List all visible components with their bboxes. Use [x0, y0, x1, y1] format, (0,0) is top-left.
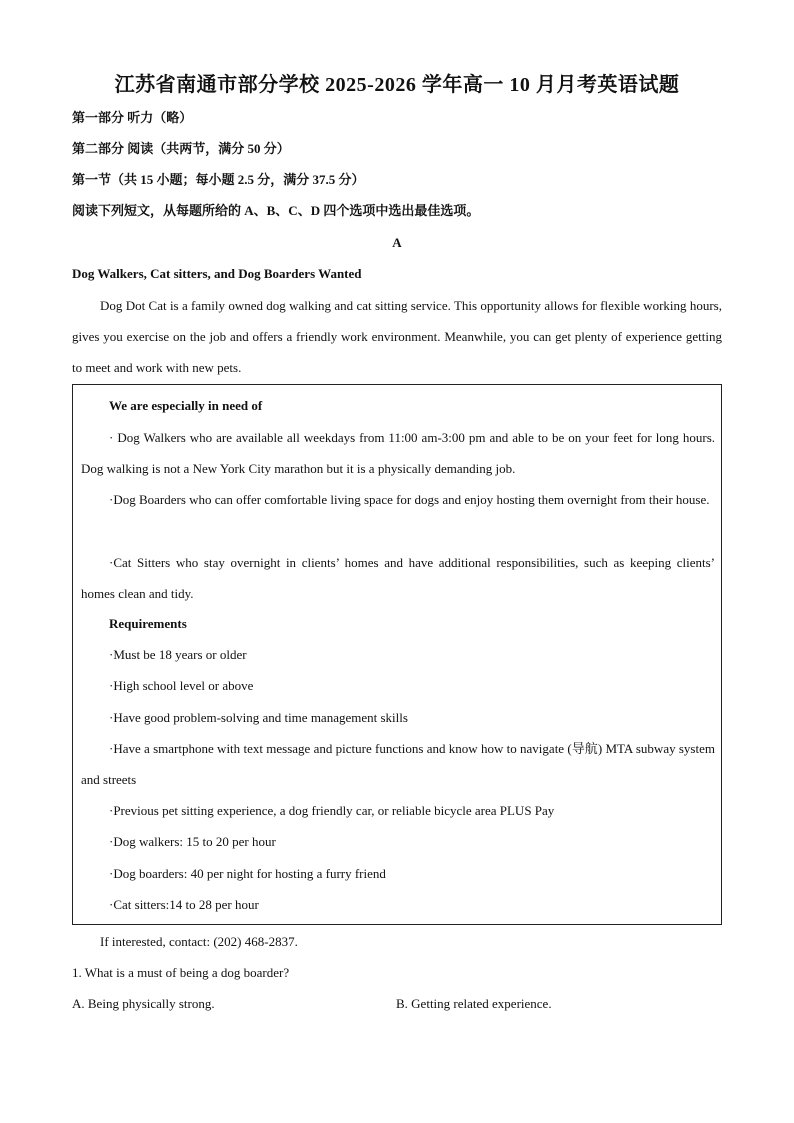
section1-heading: 第一节（共 15 小题；每小题 2.5 分，满分 37.5 分）	[72, 172, 365, 187]
contact-line: If interested, contact: (202) 468-2837.	[100, 934, 298, 949]
requirement-item: ·Have a smartphone with text message and picture functions and know how to navigate (导航) MTA subway system and streets	[81, 741, 715, 787]
need-item-dog-walkers: · Dog Walkers who are available all weekdays from 11:00 am-3:00 pm and able to be on your feet for long hours. Dog walking is not a New York City marathon but it is a physically demanding job.	[81, 430, 715, 476]
page-title: 江苏省南通市部分学校 2025-2026 学年高一 10 月月考英语试题	[114, 74, 680, 96]
requirement-item: ·Must be 18 years or older	[109, 647, 247, 662]
pay-dog-boarders: ·Dog boarders: 40 per night for hosting a furry friend	[109, 866, 386, 881]
intro-paragraph	[72, 290, 722, 383]
instruction: 阅读下列短文，从每题所给的 A、B、C、D 四个选项中选出最佳选项。	[72, 203, 480, 218]
requirements-heading: Requirements	[109, 616, 187, 631]
job-ad-box	[72, 384, 722, 925]
question-1: 1. What is a must of being a dog boarder?	[72, 965, 290, 980]
part1-heading: 第一部分 听力（略）	[72, 110, 193, 125]
passage-title: Dog Walkers, Cat sitters, and Dog Boarders Wanted	[72, 266, 362, 281]
part2-heading: 第二部分 阅读（共两节，满分 50 分）	[72, 141, 290, 156]
option-a: A. Being physically strong.	[72, 996, 215, 1011]
requirement-item: ·Previous pet sitting experience, a dog friendly car, or reliable bicycle area PLUS Pay	[109, 803, 555, 818]
need-heading: We are especially in need of	[109, 398, 263, 413]
intro-text: Dog Dot Cat is a family owned dog walking and cat sitting service. This opportunity allows for flexible working hours, gives you exercise on the job and offers a friendly work environment. Meanwhile, you can get plenty of experience getting to meet and work with new pets.	[72, 298, 722, 375]
passage-letter: A	[392, 235, 402, 250]
pay-dog-walkers: ·Dog walkers: 15 to 20 per hour	[109, 834, 276, 849]
need-item-cat-sitters: ·Cat Sitters who stay overnight in clients’ homes and have additional responsibilities, such as keeping clients’ homes clean and tidy.	[81, 555, 715, 601]
requirement-item: ·Have good problem-solving and time management skills	[109, 710, 408, 725]
pay-cat-sitters: ·Cat sitters:14 to 28 per hour	[109, 897, 259, 912]
need-item-dog-boarders: ·Dog Boarders who can offer comfortable living space for dogs and enjoy hosting them overnight from their house.	[109, 492, 710, 507]
option-b: B. Getting related experience.	[396, 996, 552, 1011]
requirement-item: ·High school level or above	[109, 678, 254, 693]
